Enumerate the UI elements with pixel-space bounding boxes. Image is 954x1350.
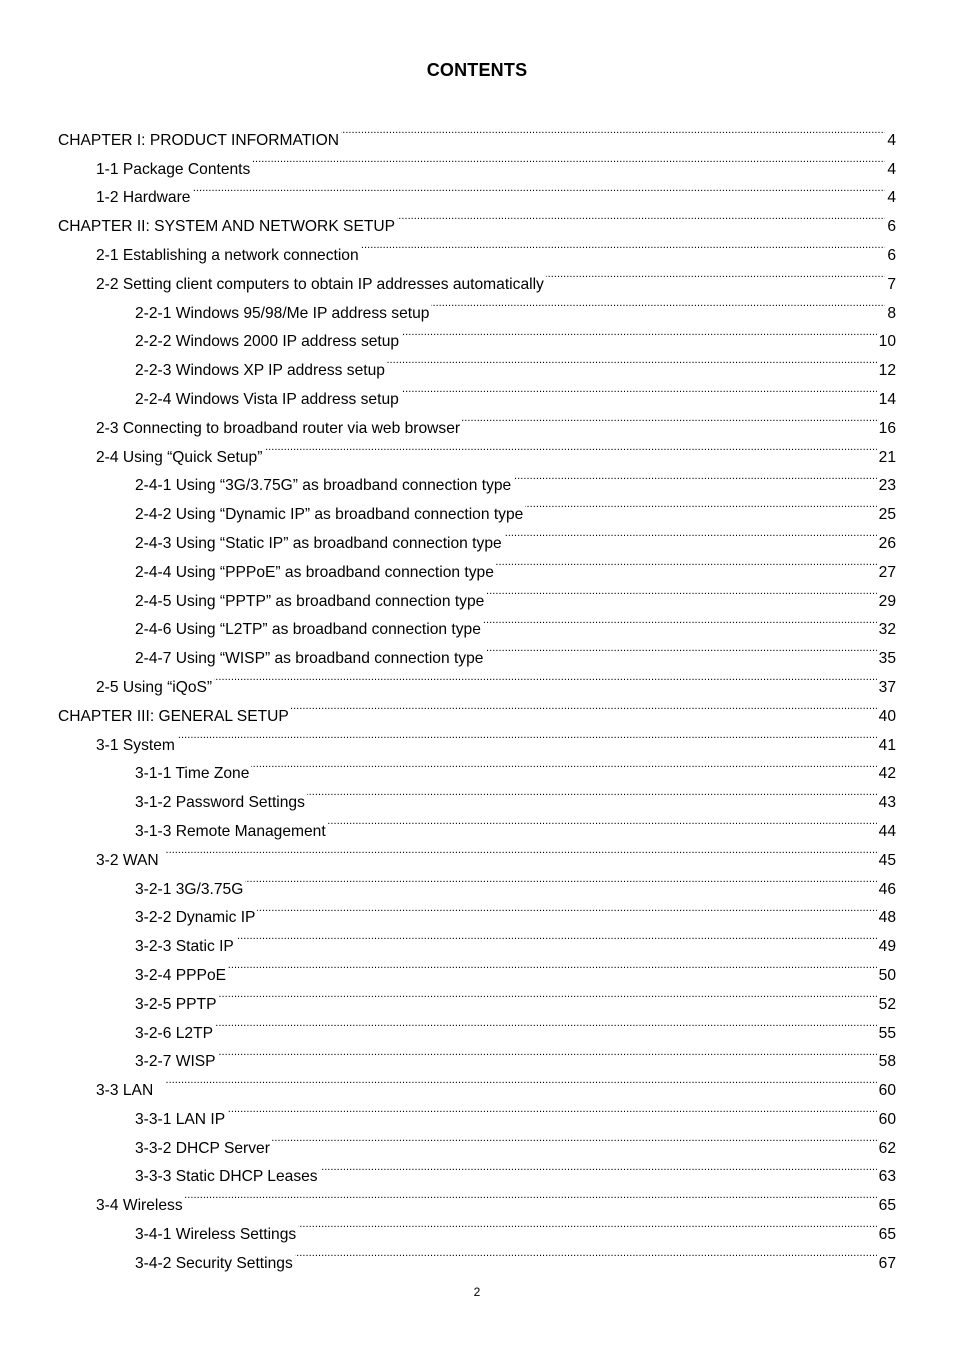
toc-entry-label: 3-1-2 Password Settings <box>135 794 305 812</box>
toc-entry-page: 37 <box>878 678 896 696</box>
toc-entry[interactable] <box>58 750 896 783</box>
toc-entry-label: 2-2-4 Windows Vista IP address setup <box>135 390 399 408</box>
dot-leader <box>185 1181 877 1210</box>
dot-leader <box>361 231 886 260</box>
toc-entry-page: 48 <box>878 909 896 927</box>
toc-entry-page: 35 <box>878 650 896 668</box>
dot-leader <box>214 663 877 692</box>
toc-entry-page: 52 <box>878 995 896 1013</box>
toc-entry-page: 67 <box>878 1254 896 1272</box>
toc-entry-label: 2-4-2 Using “Dynamic IP” as broadband connection type <box>135 506 524 524</box>
dot-leader <box>486 577 876 606</box>
toc-entry-label: 3-3-2 DHCP Server <box>135 1139 270 1157</box>
dot-leader <box>462 404 877 433</box>
toc-entry-page: 14 <box>878 390 896 408</box>
toc-entry-page: 27 <box>878 563 896 581</box>
toc-entry-page: 26 <box>878 534 896 552</box>
toc-entry-label: CHAPTER II: SYSTEM AND NETWORK SETUP <box>58 218 396 236</box>
toc-entry-label: 2-4 Using “Quick Setup” <box>96 448 263 466</box>
toc-entry-page: 16 <box>878 419 896 437</box>
toc-entry-page: 49 <box>878 938 896 956</box>
toc-entry-page: 23 <box>878 477 896 495</box>
toc-entry-page: 46 <box>878 880 896 898</box>
toc-entry-label: 3-3-3 Static DHCP Leases <box>135 1168 318 1186</box>
dot-leader <box>252 145 885 174</box>
table-of-contents <box>58 116 896 1272</box>
toc-entry[interactable] <box>58 865 896 898</box>
dot-leader <box>401 318 877 347</box>
dot-leader <box>245 865 876 894</box>
dot-leader <box>546 260 885 289</box>
toc-entry-label: 2-2-1 Windows 95/98/Me IP address setup <box>135 304 430 322</box>
toc-entry-page: 12 <box>878 362 896 380</box>
dot-leader <box>401 375 877 404</box>
toc-entry-label: 3-2-3 Static IP <box>135 938 234 956</box>
toc-entry-page: 8 <box>887 304 896 322</box>
toc-entry-label: 3-2-5 PPTP <box>135 995 217 1013</box>
toc-entry-page: 58 <box>878 1053 896 1071</box>
toc-entry-page: 65 <box>878 1226 896 1244</box>
toc-entry-page: 63 <box>878 1168 896 1186</box>
toc-entry-label: 2-3 Connecting to broadband router via web browser <box>96 419 461 437</box>
dot-leader <box>272 1124 877 1153</box>
toc-entry-label: 2-4-6 Using “L2TP” as broadband connection type <box>135 621 481 639</box>
toc-entry-label: 1-1 Package Contents <box>96 160 251 178</box>
toc-entry-label: 2-5 Using “iQoS” <box>96 678 213 696</box>
toc-entry-page: 4 <box>887 131 896 149</box>
toc-entry-label: 3-1-1 Time Zone <box>135 765 250 783</box>
toc-entry-label: 3-2-1 3G/3.75G <box>135 880 244 898</box>
toc-entry-label: 3-4 Wireless <box>96 1197 183 1215</box>
toc-entry-page: 10 <box>878 333 896 351</box>
dot-leader <box>218 1038 877 1067</box>
toc-entry-label: 3-2-4 PPPoE <box>135 966 227 984</box>
dot-leader <box>483 606 877 635</box>
toc-entry-page: 29 <box>878 592 896 610</box>
dot-leader <box>513 462 876 491</box>
toc-entry[interactable] <box>58 721 896 754</box>
toc-entry-label: 2-4-3 Using “Static IP” as broadband connection type <box>135 534 502 552</box>
toc-entry-page: 32 <box>878 621 896 639</box>
toc-entry-page: 43 <box>878 794 896 812</box>
toc-entry-label: 3-2-6 L2TP <box>135 1024 214 1042</box>
toc-entry-page: 55 <box>878 1024 896 1042</box>
dot-leader <box>295 1239 877 1268</box>
toc-entry-label: 3-1 System <box>96 736 175 754</box>
dot-leader <box>496 548 877 577</box>
toc-entry[interactable] <box>58 116 896 149</box>
toc-entry-page: 44 <box>878 822 896 840</box>
dot-leader <box>257 894 876 923</box>
toc-entry-label: 3-2-7 WISP <box>135 1053 216 1071</box>
toc-entry-page: 6 <box>887 218 896 236</box>
toc-entry-page: 6 <box>887 246 896 264</box>
toc-entry-label: 2-4-7 Using “WISP” as broadband connection type <box>135 650 484 668</box>
dot-leader <box>251 750 876 779</box>
toc-entry-page: 42 <box>878 765 896 783</box>
toc-entry-page: 50 <box>878 966 896 984</box>
dot-leader <box>215 1009 877 1038</box>
toc-entry-label: 2-4-5 Using “PPTP” as broadband connection type <box>135 592 485 610</box>
toc-entry-label: 2-2 Setting client computers to obtain IP addresses automatically <box>96 275 544 293</box>
dot-leader <box>236 922 877 951</box>
toc-entry[interactable] <box>58 836 896 869</box>
toc-entry-page: 25 <box>878 506 896 524</box>
toc-entry-label: 3-3 LAN <box>96 1082 154 1100</box>
dot-leader <box>328 807 877 836</box>
toc-entry-label: 3-1-3 Remote Management <box>135 822 326 840</box>
dot-leader <box>307 778 877 807</box>
toc-entry-label: 2-2-3 Windows XP IP address setup <box>135 362 385 380</box>
toc-entry-page: 40 <box>878 707 896 725</box>
dot-leader <box>227 1095 877 1124</box>
toc-entry-label: 2-4-4 Using “PPPoE” as broadband connection type <box>135 563 494 581</box>
toc-entry-label: 3-2-2 Dynamic IP <box>135 909 256 927</box>
dot-leader <box>485 634 876 663</box>
toc-entry-label: 3-2 WAN <box>96 851 159 869</box>
dot-leader <box>291 692 877 721</box>
toc-entry-label: 1-2 Hardware <box>96 189 191 207</box>
dot-leader <box>525 490 876 519</box>
toc-entry-page: 45 <box>878 851 896 869</box>
toc-entry-label: 3-3-1 LAN IP <box>135 1110 226 1128</box>
dot-leader <box>264 433 876 462</box>
dot-leader <box>177 721 877 750</box>
toc-entry-page: 60 <box>878 1110 896 1128</box>
toc-entry[interactable] <box>58 1066 896 1100</box>
page-title: CONTENTS <box>426 60 528 80</box>
dot-leader <box>320 1153 877 1182</box>
toc-entry-page: 60 <box>878 1082 896 1100</box>
toc-entry[interactable] <box>58 1095 896 1128</box>
dot-leader <box>155 1066 876 1095</box>
toc-entry-page: 41 <box>878 736 896 754</box>
toc-entry-page: 65 <box>878 1197 896 1215</box>
toc-entry-page: 62 <box>878 1139 896 1157</box>
toc-entry-page: 4 <box>887 160 896 178</box>
toc-entry-label: 3-4-1 Wireless Settings <box>135 1226 297 1244</box>
toc-entry-label: CHAPTER III: GENERAL SETUP <box>58 707 289 725</box>
dot-leader <box>397 202 885 231</box>
toc-entry-label: 2-2-2 Windows 2000 IP address setup <box>135 333 400 351</box>
toc-entry-label: 2-1 Establishing a network connection <box>96 246 359 264</box>
toc-entry[interactable] <box>58 1181 896 1215</box>
toc-entry-page: 7 <box>887 275 896 293</box>
dot-leader <box>431 289 885 318</box>
dot-leader <box>504 519 877 548</box>
dot-leader <box>387 346 877 375</box>
toc-entry-label: 2-4-1 Using “3G/3.75G” as broadband connection type <box>135 477 512 495</box>
toc-entry-label: CHAPTER I: PRODUCT INFORMATION <box>58 131 339 149</box>
toc-entry-page: 4 <box>887 189 896 207</box>
page-number: 2 <box>473 1285 481 1299</box>
dot-leader <box>192 174 885 203</box>
toc-entry-page: 21 <box>878 448 896 466</box>
dot-leader <box>298 1210 876 1239</box>
dot-leader <box>218 980 876 1009</box>
dot-leader <box>341 116 885 145</box>
dot-leader <box>161 836 877 865</box>
dot-leader <box>228 951 877 980</box>
toc-entry-label: 3-4-2 Security Settings <box>135 1254 293 1272</box>
